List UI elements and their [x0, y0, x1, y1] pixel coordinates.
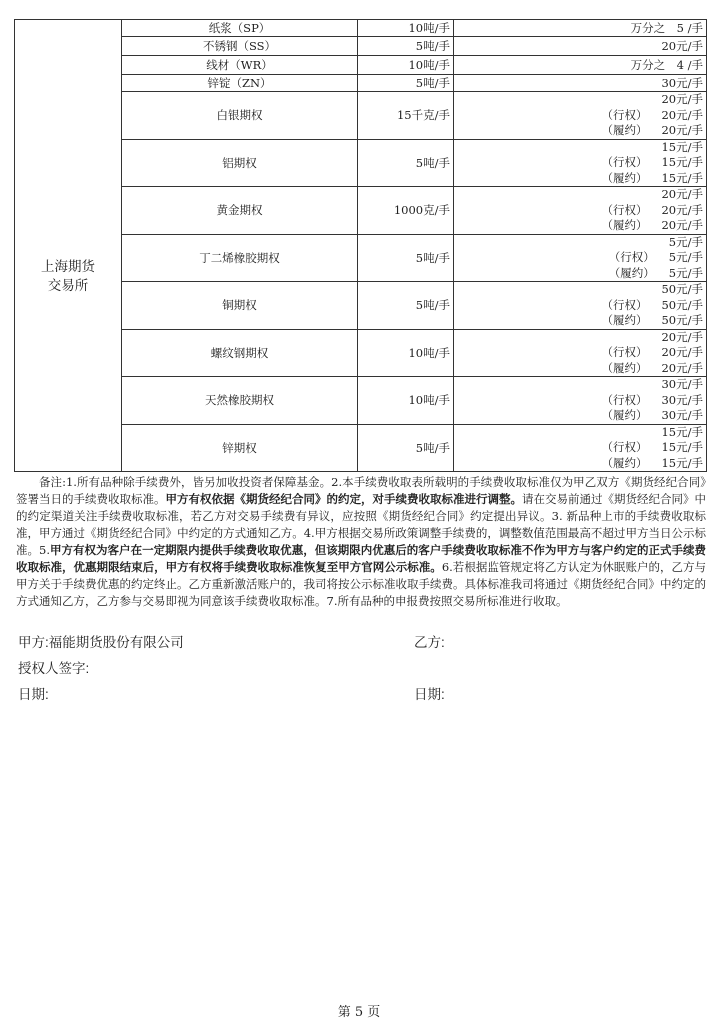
- trading-unit: 10吨/手: [358, 377, 454, 425]
- perform-label: （履约）: [608, 265, 655, 280]
- fee-line: [454, 140, 703, 156]
- fee-cell: [454, 187, 707, 235]
- fee-value: 15元/手: [661, 139, 703, 154]
- fee-value: 20元/手: [661, 123, 703, 137]
- fee-line: [454, 330, 703, 346]
- fee-value: 20元/手: [661, 329, 703, 344]
- fee-value: 5元/手: [668, 234, 703, 249]
- fee-line: [454, 298, 703, 314]
- fee-value: 5元/手: [668, 265, 703, 280]
- fee-line: [454, 282, 703, 298]
- fee-line: [454, 250, 703, 266]
- perform-label: （履约）: [601, 408, 648, 422]
- remark-text: 6.若根据监管规定将乙方认定为休眠账户的，乙方与甲方关于手续费优惠的约定终止。乙方重新激活账户的，我司将按公示标准收取手续费。具体标准我司将通过《期货经纪合同》中约定的方式通知乙方，乙方参与交易即视为同意该手续费收取标准。7.所有品种的申报费按照交易所标准进行收取。: [16, 560, 706, 608]
- product-name: 纸浆（SP）: [122, 20, 358, 37]
- fee-line: [454, 108, 703, 124]
- fee-line: [454, 266, 703, 282]
- party-b-label: 乙方:: [414, 635, 445, 650]
- fee-value: 30元/手: [661, 377, 703, 391]
- trading-unit: 5吨/手: [358, 75, 454, 92]
- fee-line: [454, 171, 703, 187]
- exchange-name-line: 交易所: [47, 277, 89, 294]
- product-name: 锌期权: [122, 424, 358, 472]
- fee-cell: [454, 92, 707, 140]
- fee-value: 20元/手: [661, 92, 703, 106]
- table-row: [15, 20, 707, 37]
- perform-label: （履约）: [601, 123, 648, 137]
- product-name: 白银期权: [122, 92, 358, 140]
- fee-value: 20元/手: [661, 345, 703, 359]
- fee-line: [454, 218, 703, 234]
- perform-label: （履约）: [601, 218, 648, 232]
- exercise-label: （行权）: [601, 345, 648, 359]
- remarks-paragraph: [16, 474, 706, 610]
- trading-unit: 5吨/手: [358, 139, 454, 187]
- trading-unit: 10吨/手: [358, 20, 454, 37]
- fee-value: 15元/手: [661, 155, 703, 169]
- remark-text: 备注:1.所有品种除手续费外，皆另加收投资者保障基金。2.本手续费收取表所载明的手续费收取标准仅为甲乙双方《期货经纪合同》签署当日的手续费收取标准。: [16, 475, 706, 506]
- trading-unit: 5吨/手: [358, 234, 454, 282]
- fee-value: 50元/手: [661, 282, 703, 296]
- fee-line: [454, 361, 703, 377]
- trading-unit: 10吨/手: [358, 56, 454, 75]
- fee-line: [454, 155, 703, 171]
- product-name: 螺纹钢期权: [122, 329, 358, 377]
- product-name: 线材（WR）: [122, 56, 358, 75]
- fee-value: 20元/手: [661, 187, 703, 201]
- fee-line: [454, 377, 703, 393]
- date-a-label: 日期:: [18, 687, 49, 702]
- party-a-label: 甲方:福能期货股份有限公司: [18, 635, 184, 650]
- fee-value: 50元/手: [661, 313, 703, 327]
- fee-line: [454, 187, 703, 203]
- fee-value: 50元/手: [661, 297, 703, 312]
- trading-unit: 5吨/手: [358, 424, 454, 472]
- fee-line: [454, 235, 703, 251]
- fee-value: 15元/手: [661, 455, 703, 470]
- exchange-name-line: 上海期货: [41, 258, 95, 275]
- fee-value: 5元/手: [668, 250, 703, 264]
- trading-unit: 15千克/手: [358, 92, 454, 140]
- perform-label: （履约）: [601, 455, 648, 470]
- fee-cell: [454, 377, 707, 425]
- fee-value: 15元/手: [661, 170, 703, 185]
- remark-text: 请在交易前通过《期货经纪合同》中的约定渠道关注手续费收取标准，若乙方对交易手续费有异议，应按照《期货经纪合同》约定提出异议。3. 新品种上市的手续费收取标准，甲方通过《期货经纪合同》中约定的方式通知乙方。4.甲方根据交易所政策调整手续费的，调整数值范围最高不超过甲方当日公示标准。5.: [16, 492, 706, 557]
- fee-value: 15元/手: [661, 424, 703, 439]
- fee-line: [454, 92, 703, 108]
- perform-label: （履约）: [601, 170, 648, 185]
- product-name: 天然橡胶期权: [122, 377, 358, 425]
- fee-table-body: [15, 20, 707, 472]
- fee-value: 20元/手: [661, 360, 703, 375]
- exercise-label: （行权）: [601, 297, 648, 312]
- fee-cell: [454, 282, 707, 330]
- fee-value: 30元/手: [454, 75, 707, 92]
- fee-cell: [454, 234, 707, 282]
- exchange-cell: [15, 20, 122, 472]
- product-name: 铜期权: [122, 282, 358, 330]
- fee-line: [454, 313, 703, 329]
- exercise-label: （行权）: [601, 155, 648, 169]
- date-b-label: 日期:: [414, 687, 445, 702]
- trading-unit: 10吨/手: [358, 329, 454, 377]
- fee-cell: [454, 139, 707, 187]
- remark-bold-text: 甲方有权依据《期货经纪合同》的约定，对手续费收取标准进行调整。: [165, 492, 522, 506]
- trading-unit: 1000克/手: [358, 187, 454, 235]
- fee-value: 20元/手: [661, 107, 703, 122]
- fee-line: [454, 456, 703, 472]
- trading-unit: 5吨/手: [358, 282, 454, 330]
- fee-cell: [454, 424, 707, 472]
- fee-value: 30元/手: [661, 392, 703, 407]
- remark-bold-text: 甲方有权为客户在一定期限内提供手续费收取优惠，但该期限内优惠后的客户手续费收取标准不作为甲方与客户约定的正式手续费收取标准，优惠期限结束后，甲方有权将手续费收取标准恢复至甲方官网公示标准。: [16, 543, 706, 574]
- fee-line: [454, 440, 703, 456]
- page-number: 第 5 页: [337, 1005, 381, 1020]
- exercise-label: （行权）: [601, 440, 648, 454]
- product-name: 丁二烯橡胶期权: [122, 234, 358, 282]
- fee-table: [14, 19, 707, 472]
- perform-label: （履约）: [601, 313, 648, 327]
- fee-line: [454, 425, 703, 441]
- fee-value: 万分之 5 /手: [454, 20, 707, 37]
- exercise-label: （行权）: [601, 392, 648, 407]
- perform-label: （履约）: [601, 360, 648, 375]
- fee-value: 20元/手: [661, 202, 703, 217]
- fee-line: [454, 393, 703, 409]
- trading-unit: 5吨/手: [358, 37, 454, 56]
- fee-value: 30元/手: [661, 408, 703, 422]
- fee-line: [454, 123, 703, 139]
- product-name: 不锈钢（SS）: [122, 37, 358, 56]
- fee-cell: [454, 329, 707, 377]
- fee-line: [454, 203, 703, 219]
- fee-value: 20元/手: [661, 218, 703, 232]
- authorized-signature-label: 授权人签字:: [18, 661, 90, 676]
- product-name: 黄金期权: [122, 187, 358, 235]
- fee-value: 15元/手: [661, 440, 703, 454]
- fee-value: 20元/手: [454, 37, 707, 56]
- product-name: 铝期权: [122, 139, 358, 187]
- exercise-label: （行权）: [601, 107, 648, 122]
- fee-value: 万分之 4 /手: [454, 56, 707, 75]
- fee-line: [454, 345, 703, 361]
- exercise-label: （行权）: [608, 250, 655, 264]
- fee-line: [454, 408, 703, 424]
- exercise-label: （行权）: [601, 202, 648, 217]
- product-name: 锌锭（ZN）: [122, 75, 358, 92]
